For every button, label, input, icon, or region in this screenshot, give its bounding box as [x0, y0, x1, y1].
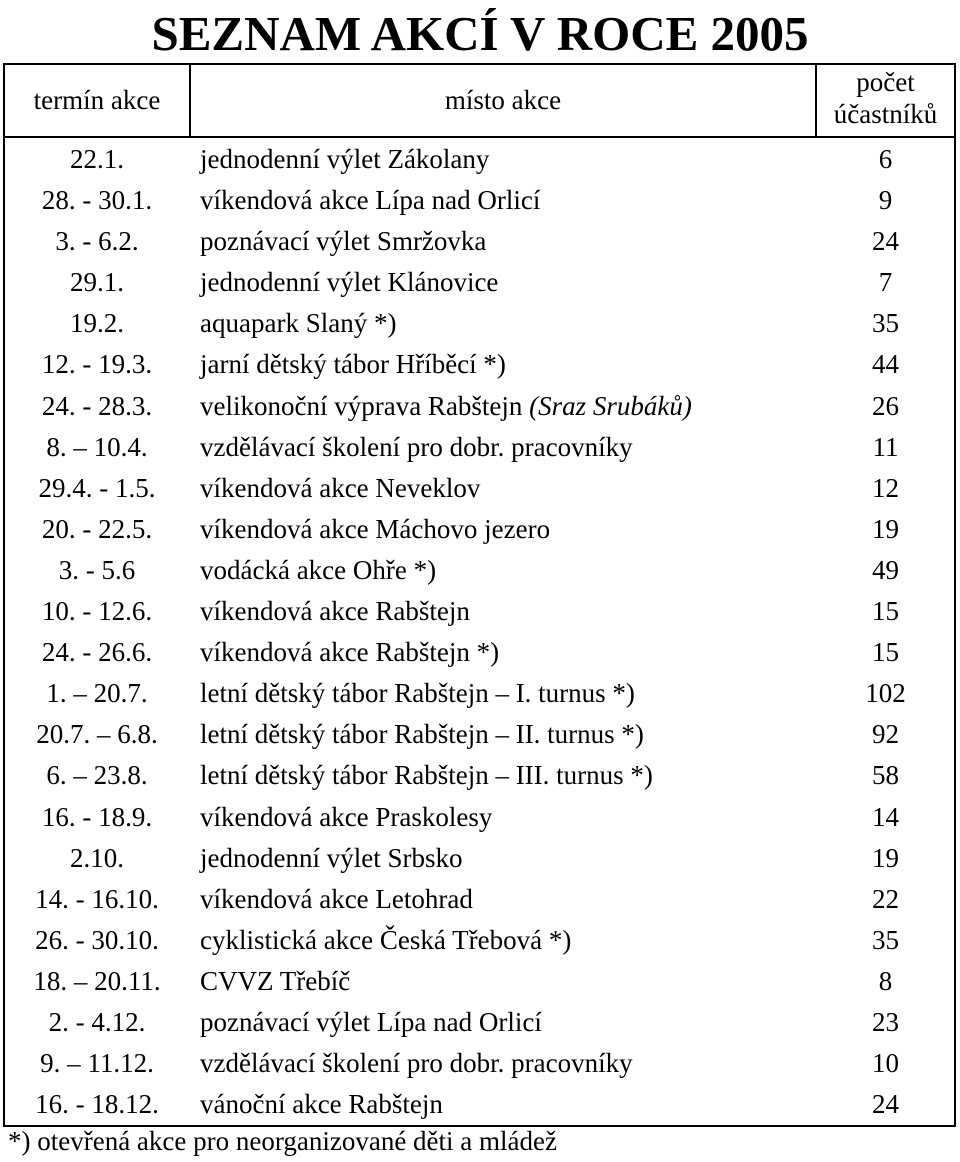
participant-count: 10	[872, 1048, 899, 1079]
table-row	[5, 755, 954, 796]
footnote: *) otevřená akce pro neorganizované děti a mládež	[8, 1126, 557, 1156]
table-row	[5, 1002, 954, 1043]
event-place-text: jednodenní výlet Zákolany	[200, 144, 490, 174]
event-place-text: aquapark Slaný *)	[200, 308, 397, 339]
event-date: 1. – 20.7.	[46, 678, 148, 709]
event-date: 6. – 23.8.	[46, 760, 148, 791]
event-date: 24. - 26.6.	[41, 637, 153, 668]
event-place-text: vzdělávací školení pro dobr. pracovníky	[200, 431, 633, 462]
event-place-text: poznávací výlet Lípa nad Orlicí	[200, 1006, 542, 1037]
header-place: místo akce	[444, 85, 562, 115]
table-row	[5, 427, 954, 468]
event-place	[200, 221, 815, 262]
event-place-text: jednodenní výlet Srbsko	[200, 842, 463, 873]
table-row	[5, 509, 954, 550]
header-count	[817, 66, 954, 130]
event-date: 16. - 18.12.	[35, 1089, 159, 1120]
event-date: 10. - 12.6.	[41, 596, 153, 627]
event-place-text: víkendová akce Rabštejn *)	[200, 637, 500, 668]
table-row	[5, 920, 954, 961]
event-place	[200, 344, 815, 385]
event-place	[200, 838, 815, 879]
table-row	[5, 386, 954, 427]
event-date: 20.7. – 6.8.	[36, 719, 158, 750]
event-place	[200, 262, 815, 303]
event-place-text: víkendová akce Neveklov	[200, 472, 481, 503]
table-row	[5, 838, 954, 879]
event-place-text: poznávací výlet Smržovka	[200, 226, 487, 257]
event-place	[200, 180, 815, 221]
table-row	[5, 714, 954, 755]
table-row	[5, 632, 954, 673]
participant-count: 14	[872, 801, 899, 832]
participant-count: 102	[865, 678, 906, 709]
participant-count: 26	[872, 390, 899, 421]
participant-count: 44	[872, 349, 899, 380]
event-date: 22.1.	[70, 144, 124, 174]
participant-count: 22	[872, 883, 899, 914]
event-date: 12. - 19.3.	[41, 349, 153, 380]
event-place	[200, 550, 815, 591]
participant-count: 8	[878, 965, 893, 996]
event-place	[200, 303, 815, 344]
event-place	[200, 139, 815, 180]
event-date: 8. – 10.4.	[46, 431, 148, 462]
event-date: 24. - 28.3.	[41, 390, 153, 421]
event-date: 28. - 30.1.	[41, 185, 153, 216]
table-row	[5, 797, 954, 838]
event-date: 19.2.	[70, 308, 124, 339]
table-row	[5, 673, 954, 714]
event-place	[200, 1002, 815, 1043]
table-row	[5, 879, 954, 920]
table-row	[5, 1043, 954, 1084]
event-place-text: velikonoční výprava Rabštejn	[200, 390, 530, 421]
event-place-text: vzdělávací školení pro dobr. pracovníky	[200, 1048, 633, 1079]
event-place	[200, 920, 815, 961]
event-date: 3. - 5.6	[58, 554, 136, 585]
event-date: 16. - 18.9.	[41, 801, 153, 832]
participant-count: 24	[872, 226, 899, 257]
table-row	[5, 961, 954, 1002]
header-count-line1: počet	[856, 67, 915, 97]
participant-count: 23	[872, 1006, 899, 1037]
event-place	[200, 509, 815, 550]
event-place-text: víkendová akce Rabštejn	[200, 596, 470, 627]
table-row	[5, 591, 954, 632]
event-place-text: letní dětský tábor Rabštejn – III. turnus *)	[200, 760, 653, 791]
event-place-text: víkendová akce Máchovo jezero	[200, 513, 551, 544]
participant-count: 49	[872, 554, 899, 585]
event-place	[200, 1084, 815, 1125]
event-date: 3. - 6.2.	[55, 226, 139, 257]
event-place-text: letní dětský tábor Rabštejn – I. turnus *)	[200, 678, 635, 709]
event-place-text: vodácká akce Ohře *)	[200, 554, 437, 585]
participant-count: 7	[878, 267, 893, 298]
participant-count: 24	[872, 1089, 899, 1120]
page-title: SEZNAM AKCÍ V ROCE 2005	[151, 6, 809, 61]
table-row	[5, 262, 954, 303]
event-place	[200, 386, 815, 427]
event-place	[200, 427, 815, 468]
event-place-text: jarní dětský tábor Hříběcí *)	[200, 349, 506, 380]
event-date: 20. - 22.5.	[41, 513, 153, 544]
participant-count: 11	[872, 431, 899, 462]
header-count-line2: účastníků	[833, 99, 938, 129]
event-place-text: cyklistická akce Česká Třebová *)	[200, 924, 572, 955]
event-date: 14. - 16.10.	[35, 883, 159, 914]
event-place	[200, 879, 815, 920]
table-body	[5, 139, 954, 1125]
event-place	[200, 797, 815, 838]
event-place	[200, 591, 815, 632]
header-divider	[3, 136, 956, 138]
event-place-text: CVVZ Třebíč	[200, 965, 351, 996]
participant-count: 19	[872, 842, 899, 873]
table-row	[5, 1084, 954, 1125]
table-row	[5, 139, 954, 180]
event-date: 2. - 4.12.	[48, 1006, 146, 1037]
table-row	[5, 344, 954, 385]
participant-count: 6	[878, 144, 893, 174]
participant-count: 19	[872, 513, 899, 544]
participant-count: 9	[878, 185, 893, 216]
event-place-text: vánoční akce Rabštejn	[200, 1089, 443, 1120]
participant-count: 35	[872, 924, 899, 955]
event-place	[200, 673, 815, 714]
event-place	[200, 1043, 815, 1084]
event-place-note: (Sraz Srubáků)	[529, 390, 692, 421]
table-row	[5, 468, 954, 509]
event-place	[200, 961, 815, 1002]
participant-count: 92	[872, 719, 899, 750]
event-place-text: letní dětský tábor Rabštejn – II. turnus *)	[200, 719, 644, 750]
event-date: 29.1.	[70, 267, 124, 298]
event-place-text: víkendová akce Lípa nad Orlicí	[200, 185, 541, 216]
event-place	[200, 632, 815, 673]
event-place	[200, 468, 815, 509]
participant-count: 15	[872, 596, 899, 627]
event-date: 18. – 20.11.	[33, 965, 161, 996]
event-place	[200, 755, 815, 796]
participant-count: 12	[872, 472, 899, 503]
table-row	[5, 550, 954, 591]
header-date: termín akce	[33, 85, 161, 115]
event-place-text: víkendová akce Praskolesy	[200, 801, 493, 832]
event-date: 26. - 30.10.	[35, 924, 159, 955]
table-row	[5, 180, 954, 221]
event-date: 29.4. - 1.5.	[38, 472, 156, 503]
event-date: 9. – 11.12.	[40, 1048, 154, 1079]
participant-count: 15	[872, 637, 899, 668]
table-row	[5, 221, 954, 262]
participant-count: 35	[872, 308, 899, 339]
participant-count: 58	[872, 760, 899, 791]
event-date: 2.10.	[70, 842, 124, 873]
event-place-text: víkendová akce Letohrad	[200, 883, 473, 914]
event-place	[200, 714, 815, 755]
event-place-text: jednodenní výlet Klánovice	[200, 267, 499, 298]
table-row	[5, 303, 954, 344]
